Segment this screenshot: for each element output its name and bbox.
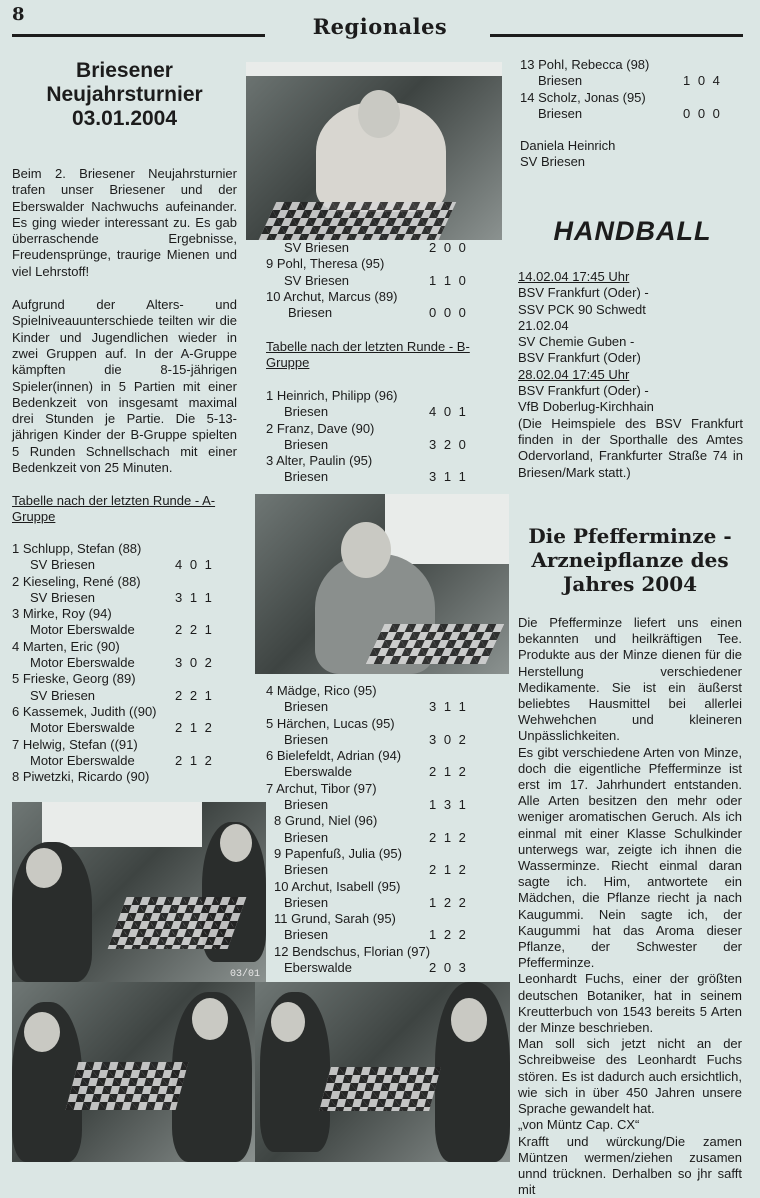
mint-title xyxy=(515,524,745,596)
match-home: BSV Frankfurt (Oder) - xyxy=(518,285,743,301)
table-row: Briesen 3 1 1 xyxy=(266,469,496,485)
table-a-heading: Tabelle nach der letzten Runde - A-Gruppe xyxy=(12,493,237,526)
table-b-middle xyxy=(266,683,496,976)
match-home: BSV Frankfurt (Oder) - xyxy=(518,383,743,399)
title-line: Jahres 2004 xyxy=(515,572,745,596)
table-row: Motor Eberswalde 2 2 1 xyxy=(12,622,237,638)
table-row: 6 Bielefeldt, Adrian (94) xyxy=(266,748,496,764)
table-row: 8 Piwetzki, Ricardo (90) xyxy=(12,769,237,785)
table-b-end xyxy=(520,57,745,122)
paragraph: Aufgrund der Alters- und Spielniveauunterschiede teilten wir die Kinder und Jugendlichen wieder in zwei Gruppen auf. In der A-Gruppe kämpften die 8-15-jährigen Spieler(innen) in 5 Partien mit einer Bedenkzeit von insgesamt maximal drei Stunden je Partie. Die 5-13-jährigen Kinder der B-Gruppe spielten 5 Runden Schnellschach mit einer Bedenkzeit von 25 Minuten. xyxy=(12,297,237,476)
table-row: 8 Grund, Niel (96) xyxy=(266,813,496,829)
table-row: 7 Helwig, Stefan ((91) xyxy=(12,737,237,753)
paragraph: Krafft und würckung/Die zamen Müntzen wermen/ziehen zusamen unnd trücknen. Derhalben so jhr safft mit xyxy=(518,1134,742,1198)
chess-photo-1 xyxy=(12,802,266,982)
author-club: SV Briesen xyxy=(520,154,745,170)
match-away: SSV PCK 90 Schwedt xyxy=(518,302,743,318)
paragraph: Beim 2. Briesener Neujahrsturnier trafen unser Briesener und der Eberswalder Nachwuchs aufeinander. Es ging wieder interessant zu. Es gab überraschende Ergebnisse, Freudensprünge, traurige Mienen und viel Lehrstoff! xyxy=(12,166,237,280)
table-row: 9 Papenfuß, Julia (95) xyxy=(266,846,496,862)
handball-schedule xyxy=(518,269,743,481)
table-row: Briesen 3 2 0 xyxy=(266,437,496,453)
chess-photo-3 xyxy=(255,982,510,1162)
table-row: 12 Bendschus, Florian (97) xyxy=(266,944,496,960)
paragraph: „von Müntz Cap. CX“ xyxy=(518,1117,742,1133)
match-date: 28.02.04 17:45 Uhr xyxy=(518,367,743,383)
match-date: 14.02.04 17:45 Uhr xyxy=(518,269,743,285)
table-row: 4 Mädge, Rico (95) xyxy=(266,683,496,699)
table-row: SV Briesen 3 1 1 xyxy=(12,590,237,606)
table-row: Briesen 1 0 4 xyxy=(520,73,745,89)
page-number: 8 xyxy=(12,4,25,25)
table-row: Briesen 2 1 2 xyxy=(266,830,496,846)
table-row: 6 Kassemek, Judith ((90) xyxy=(12,704,237,720)
mint-body xyxy=(518,615,742,1198)
chess-photo-2 xyxy=(12,982,255,1162)
chess-photo-girl xyxy=(246,62,502,240)
table-row: SV Briesen 1 1 0 xyxy=(266,273,496,289)
table-row: Briesen 0 0 0 xyxy=(266,305,496,321)
title-line: 03.01.2004 xyxy=(12,107,237,131)
header-rule-right xyxy=(490,34,743,37)
table-row: 5 Härchen, Lucas (95) xyxy=(266,716,496,732)
title-line: Die Pfefferminze - xyxy=(515,524,745,548)
table-row: SV Briesen 2 2 1 xyxy=(12,688,237,704)
table-row: 14 Scholz, Jonas (95) xyxy=(520,90,745,106)
handball-title: HANDBALL xyxy=(515,216,750,247)
table-row: Briesen 3 1 1 xyxy=(266,699,496,715)
title-line: Arzneipflanze des xyxy=(515,548,745,572)
table-row: 2 Kieseling, René (88) xyxy=(12,574,237,590)
table-a xyxy=(12,541,237,785)
title-line: Neujahrsturnier xyxy=(12,83,237,107)
table-row: 1 Schlupp, Stefan (88) xyxy=(12,541,237,557)
match-away: VfB Doberlug-Kirchhain xyxy=(518,399,743,415)
table-row: Motor Eberswalde 3 0 2 xyxy=(12,655,237,671)
table-row: Briesen 3 0 2 xyxy=(266,732,496,748)
table-row: Briesen 1 2 2 xyxy=(266,895,496,911)
paragraph: Man soll sich jetzt nicht an der Schreibweise des Leonhardt Fuchs stören. Es ist dadurch auch ersichtlich, wie sich in über 450 Jahren unsere Sprache gewandelt hat. xyxy=(518,1036,742,1117)
table-row: SV Briesen 4 0 1 xyxy=(12,557,237,573)
table-row: 10 Archut, Marcus (89) xyxy=(266,289,496,305)
table-row: 4 Marten, Eric (90) xyxy=(12,639,237,655)
author-name: Daniela Heinrich xyxy=(520,138,745,154)
photo-date-stamp: 03/01 xyxy=(230,969,260,980)
table-row: Motor Eberswalde 2 1 2 xyxy=(12,720,237,736)
table-b-top xyxy=(266,388,496,486)
paragraph: Leonhardt Fuchs, einer der größten deutschen Botaniker, hat in seinem Kreutterbuch von 1543 bereits 5 Arten der Minze beschrieben. xyxy=(518,971,742,1036)
table-row: Motor Eberswalde 2 1 2 xyxy=(12,753,237,769)
paragraph: Die Pfefferminze liefert uns einen bekannten und heilkräftigen Tee. Produkte aus der Minze dienen für die Herstellung verschiedener Medikamente. Sie ist ein äußerst beliebtes Hausmittel bei allerlei Wehwehchen und kleineren Unpässlichkeiten. xyxy=(518,615,742,745)
table-row: Briesen 0 0 0 xyxy=(520,106,745,122)
article-body xyxy=(12,166,237,493)
table-row: 2 Franz, Dave (90) xyxy=(266,421,496,437)
match-away: BSV Frankfurt (Oder) xyxy=(518,350,743,366)
article-title xyxy=(12,59,237,131)
paragraph: Es gibt verschiedene Arten von Minze, doch die eigentliche Pfefferminze ist erst im 17. Jahrhundert entstanden. Alle Arten besitzen den mehr oder weniger aromatischen Geruch. Als ich einmal mit einer Klasse Schulkinder unterwegs war, zeigte ich ihnen die Wasserminze. Riecht einmal daran sagte ich. Him, antwortete ein Mädchen, die Pflanze riecht ja nach Kaugummi. Nein sagte ich, der Kaugummi hat das Aroma dieser Pflanze, der Schwester der Pfefferminze. xyxy=(518,745,742,972)
title-line: Briesener xyxy=(12,59,237,83)
handball-note: (Die Heimspiele des BSV Frankfurt finden in der Sporthalle des Amtes Odervorland, Frankfurter Straße 74 in Briesen/Mark statt.) xyxy=(518,416,743,481)
match-home: SV Chemie Guben - xyxy=(518,334,743,350)
section-title: Regionales xyxy=(0,14,760,39)
table-row: 11 Grund, Sarah (95) xyxy=(266,911,496,927)
table-row: Briesen 1 3 1 xyxy=(266,797,496,813)
chess-photo-boy xyxy=(255,494,509,674)
table-row: 3 Mirke, Roy (94) xyxy=(12,606,237,622)
article-author xyxy=(520,138,745,171)
match-date: 21.02.04 xyxy=(518,318,743,334)
table-b-heading: Tabelle nach der letzten Runde - B-Gruppe xyxy=(266,339,496,372)
table-row: Eberswalde 2 0 3 xyxy=(266,960,496,976)
table-row: 3 Alter, Paulin (95) xyxy=(266,453,496,469)
table-row: Briesen 2 1 2 xyxy=(266,862,496,878)
table-row: 5 Frieske, Georg (89) xyxy=(12,671,237,687)
table-row: Briesen 4 0 1 xyxy=(266,404,496,420)
table-row: Eberswalde 2 1 2 xyxy=(266,764,496,780)
table-row: 1 Heinrich, Philipp (96) xyxy=(266,388,496,404)
table-row: 13 Pohl, Rebecca (98) xyxy=(520,57,745,73)
table-a-continued xyxy=(266,240,496,321)
table-row: 9 Pohl, Theresa (95) xyxy=(266,256,496,272)
table-row: Briesen 1 2 2 xyxy=(266,927,496,943)
table-row: SV Briesen 2 0 0 xyxy=(266,240,496,256)
table-row: 10 Archut, Isabell (95) xyxy=(266,879,496,895)
table-row: 7 Archut, Tibor (97) xyxy=(266,781,496,797)
